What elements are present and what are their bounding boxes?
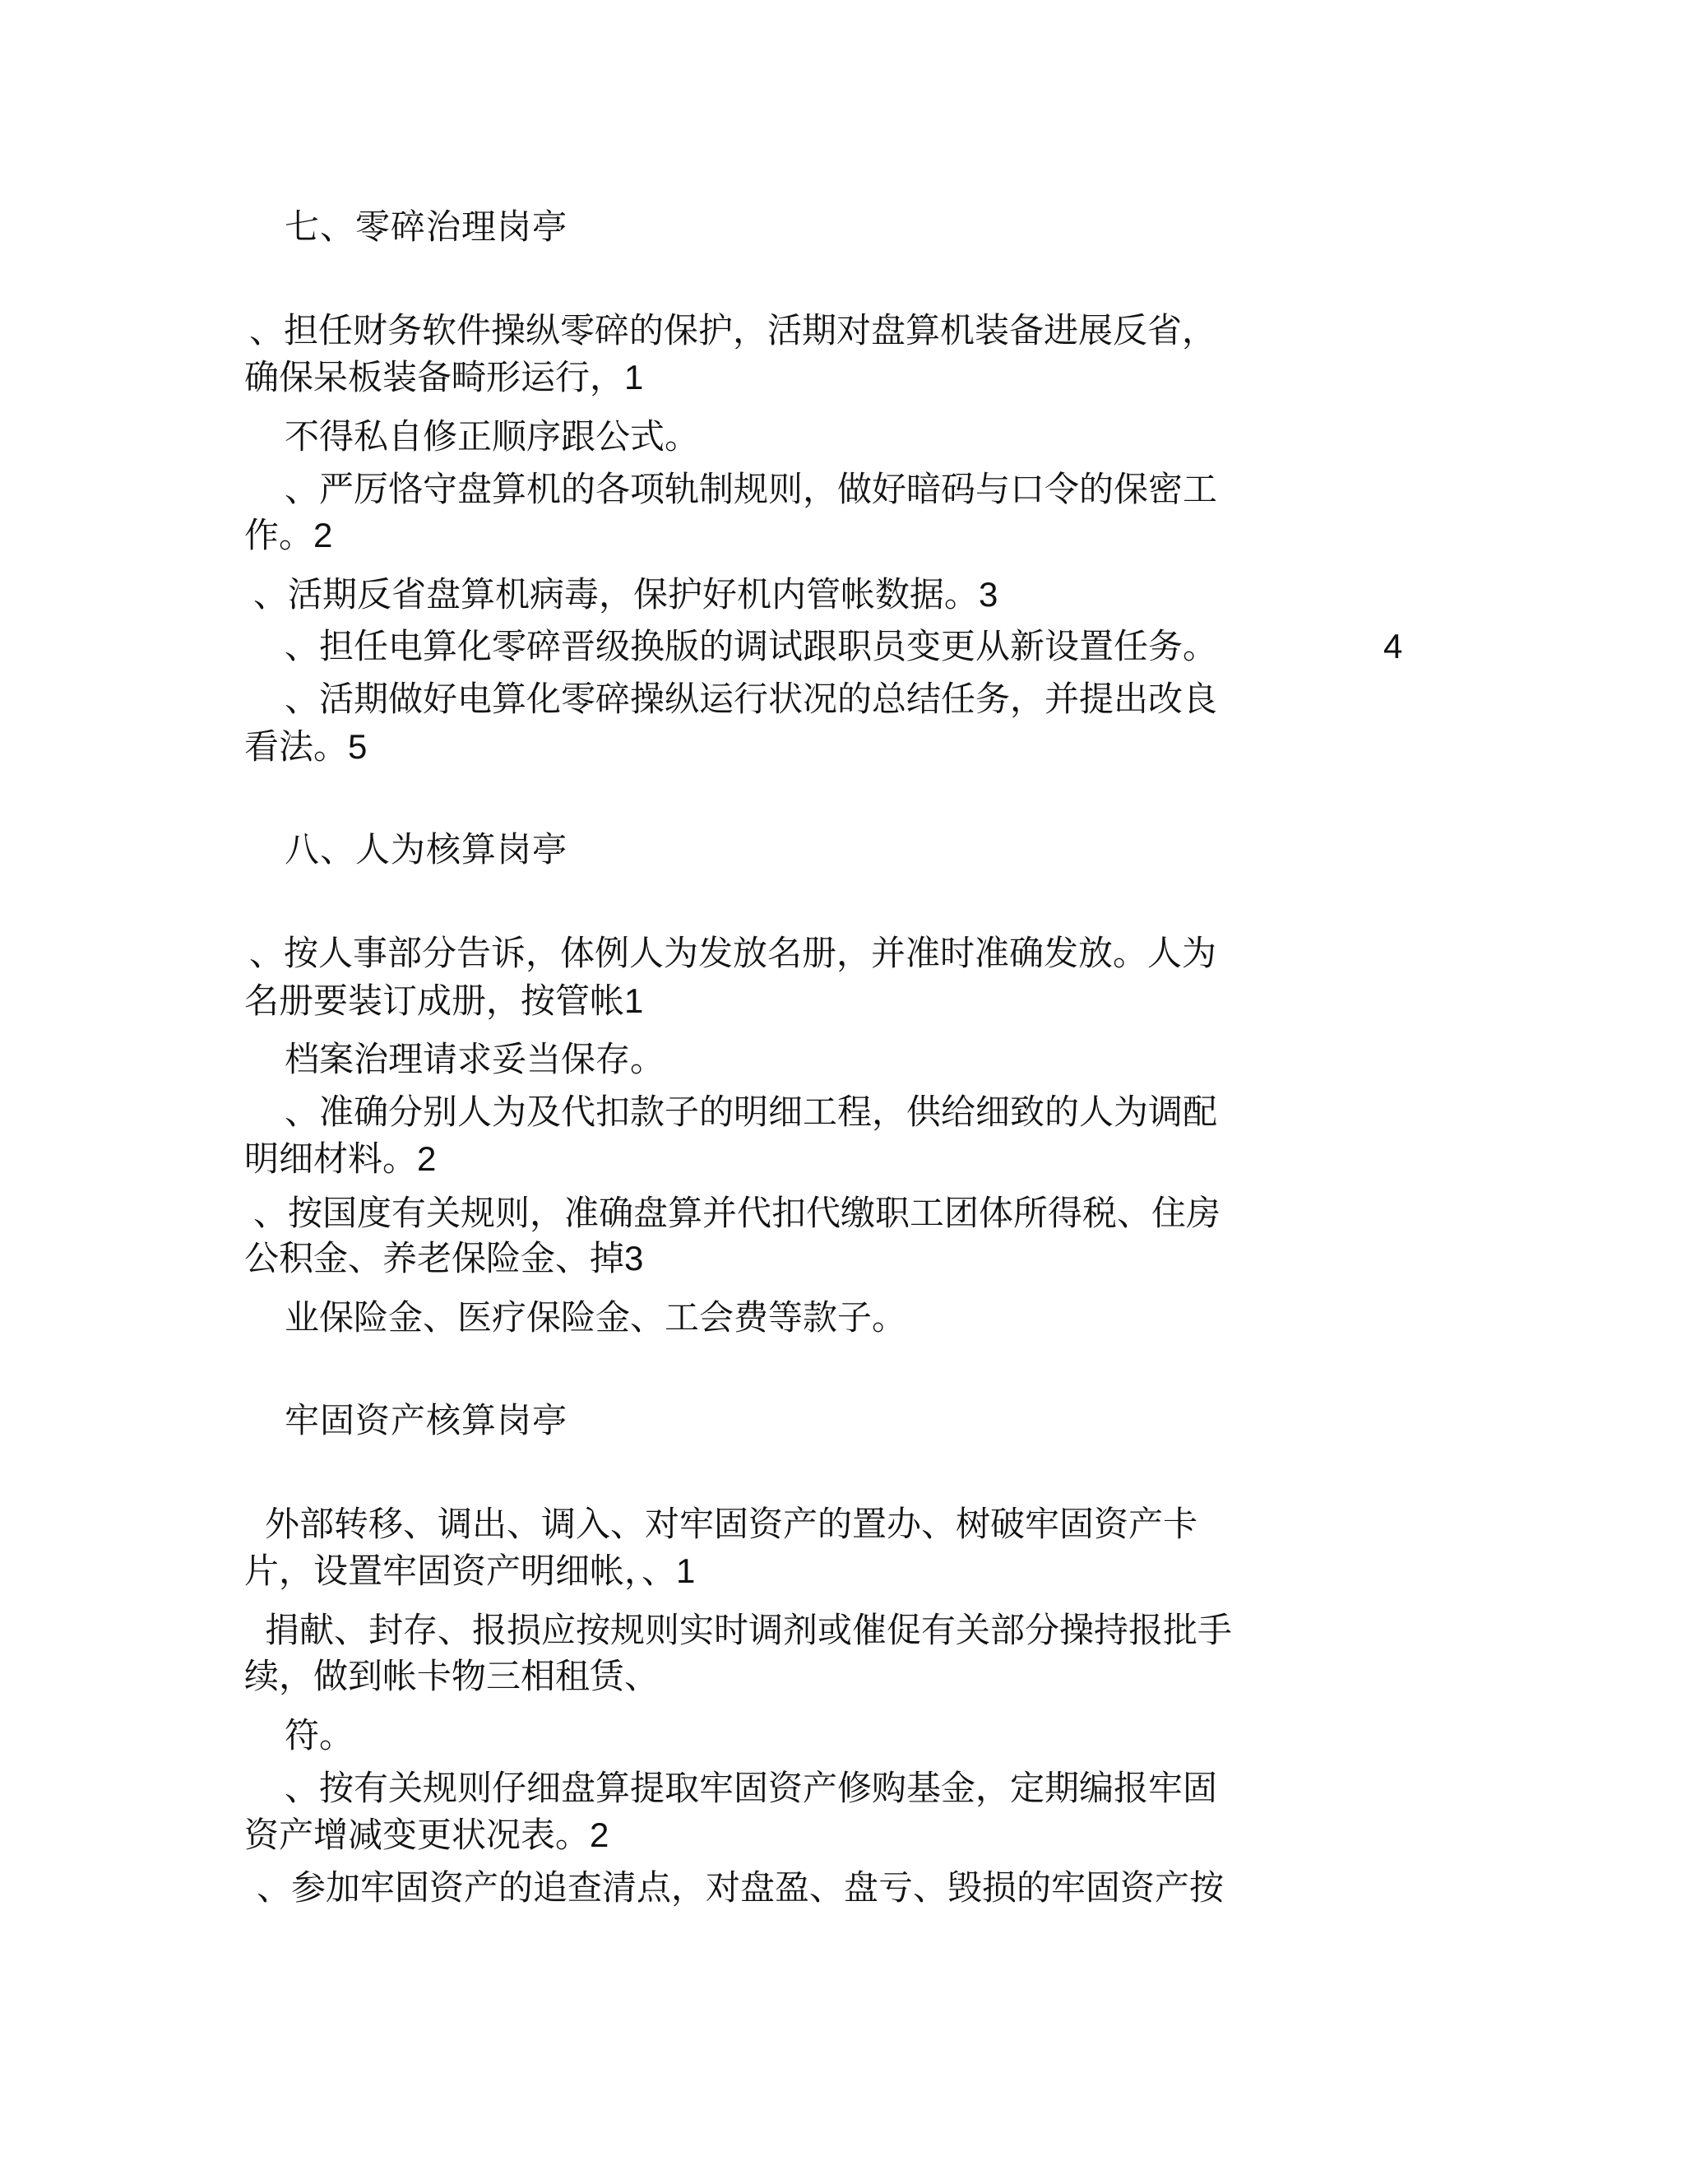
- item-9-2-line2: 续，做到帐卡物三相租赁、: [244, 1656, 660, 1696]
- item-7-5-number: 5: [348, 727, 368, 766]
- item-9-1-line1: 外部转移、调出、调入、对牢固资产的置办、树破牢固资产卡: [265, 1504, 1198, 1544]
- item-7-2-line2: 作。2: [244, 515, 333, 555]
- item-9-3-line2: 资产增减变更状况表。2: [244, 1815, 609, 1855]
- item-7-2-number: 2: [313, 516, 333, 554]
- item-9-2-line1: 捐献、封存、报损应按规则实时调剂或催促有关部分操持报批手: [265, 1610, 1233, 1650]
- item-9-1-line2: 片，设置牢固资产明细帐，、1: [244, 1551, 696, 1591]
- item-8-3-number: 3: [624, 1239, 644, 1277]
- item-9-3-number: 2: [590, 1815, 609, 1854]
- item-7-5-line2: 看法。5: [244, 726, 368, 767]
- item-7-5-line1: 、活期做好电算化零碎操纵运行状况的总结任务，并提出改良: [285, 679, 1218, 719]
- item-9-2-line3: 符。: [285, 1715, 354, 1755]
- item-8-1-line2: 名册要装订成册，按管帐1: [244, 981, 644, 1021]
- item-8-1-line1: 、按人事部分告诉，体例人为发放名册，并准时准确发放。人为: [249, 933, 1217, 973]
- item-8-2-line2: 明细材料。2: [244, 1138, 437, 1179]
- item-7-1-number: 1: [624, 358, 644, 396]
- section-title-8: 八、人为核算岗亭: [285, 829, 568, 869]
- item-7-1-line1: 、担任财务软件操纵零碎的保护，活期对盘算机装备进展反省，: [249, 310, 1217, 350]
- item-7-4-number: 4: [1383, 627, 1403, 665]
- item-8-2-number: 2: [417, 1139, 437, 1178]
- item-7-3-line1: 、活期反省盘算机病毒，保护好机内管帐数据。3: [253, 574, 998, 614]
- section-title-9: 牢固资产核算岗亭: [285, 1400, 568, 1440]
- item-8-3-line2: 公积金、养老保险金、掉3: [244, 1238, 644, 1278]
- section-title-7: 七、零碎治理岗亭: [285, 206, 568, 247]
- item-8-3-line3: 业保险金、医疗保险金、工会费等款子。: [285, 1297, 907, 1338]
- item-9-3-line1: 、按有关规则仔细盘算提取牢固资产修购基金，定期编报牢固: [285, 1768, 1218, 1808]
- item-9-4-line1: 、参加牢固资产的追查清点，对盘盈、盘亏、毁损的牢固资产按: [257, 1867, 1225, 1908]
- item-8-2-line1: 、准确分别人为及代扣款子的明细工程，供给细致的人为调配: [285, 1092, 1218, 1132]
- item-8-1-number: 1: [624, 981, 644, 1020]
- item-7-1-line2: 确保呆板装备畸形运行，1: [244, 357, 644, 397]
- item-7-4-line1: 、担任电算化零碎晋级换版的调试跟职员变更从新设置任务。: [285, 626, 1218, 666]
- item-8-1-line3: 档案治理请求妥当保存。: [285, 1039, 665, 1079]
- item-9-1-number: 1: [676, 1551, 696, 1590]
- item-8-3-line1: 、按国度有关规则，准确盘算并代扣代缴职工团体所得税、住房: [253, 1193, 1221, 1233]
- item-7-2-line1: 、严厉恪守盘算机的各项轨制规则，做好暗码与口令的保密工: [285, 469, 1218, 509]
- item-7-3-number: 3: [979, 575, 998, 614]
- item-7-1-line3: 不得私自修正顺序跟公式。: [285, 416, 700, 457]
